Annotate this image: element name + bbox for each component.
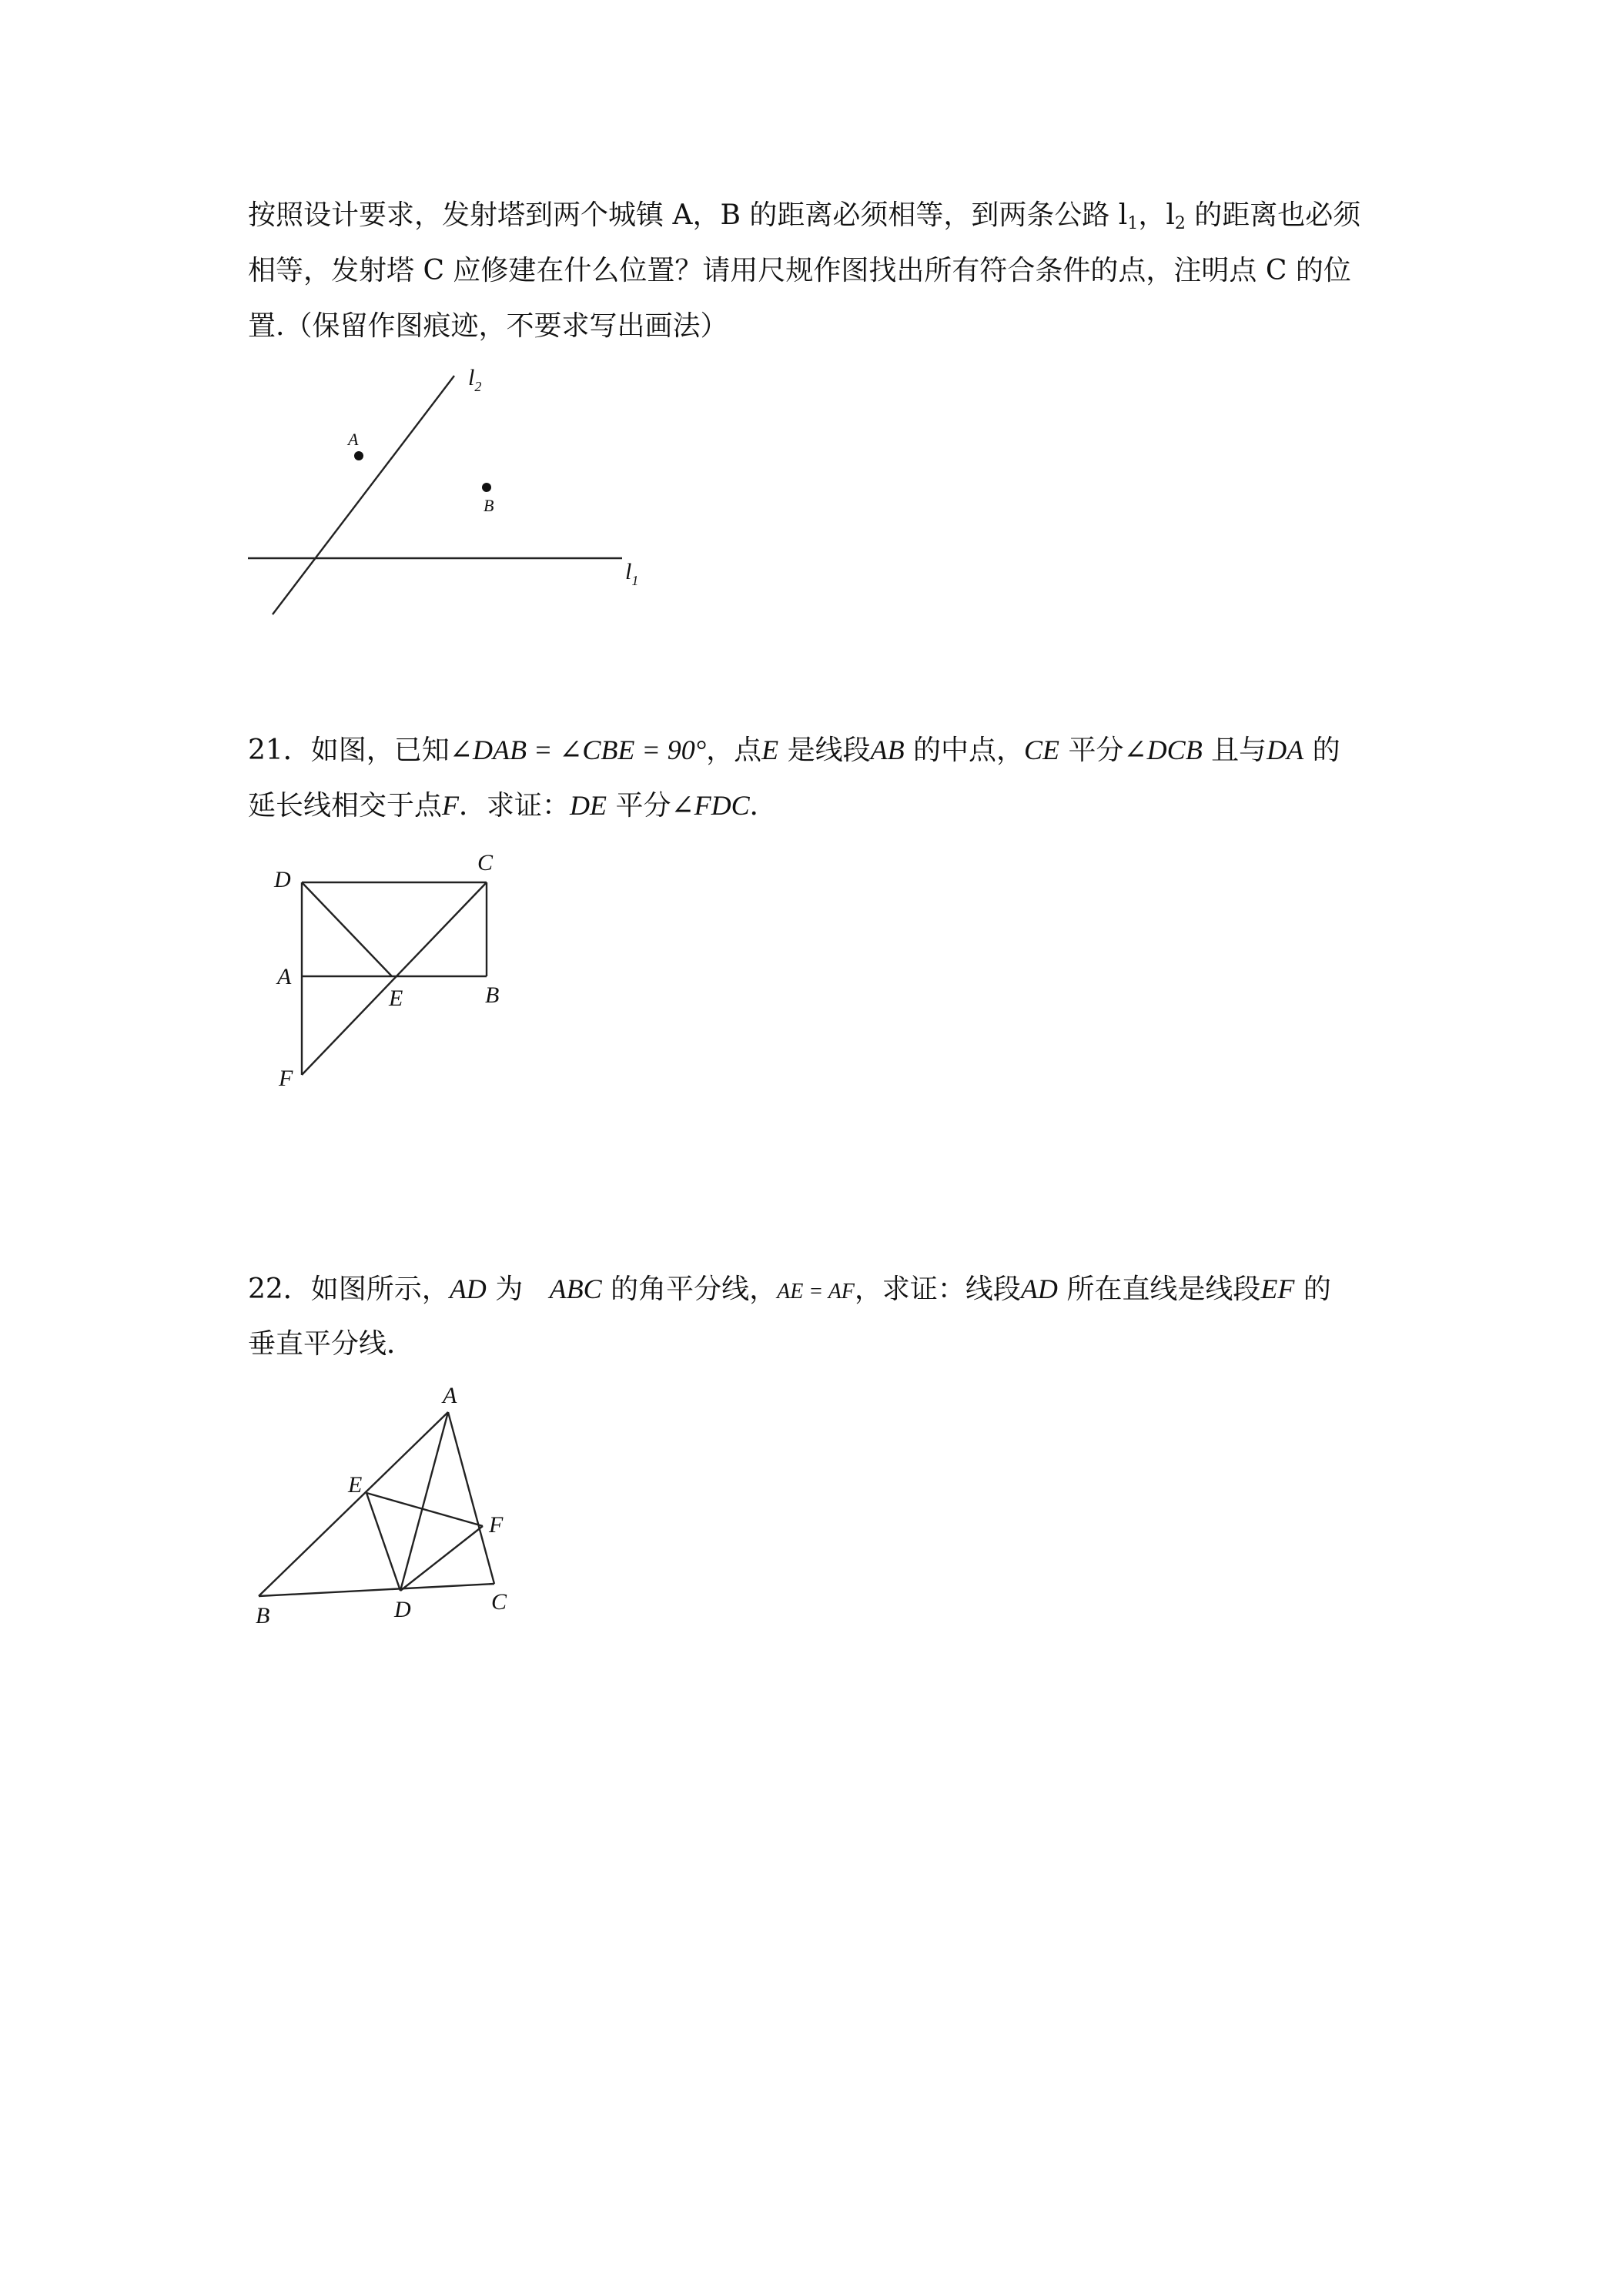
q20-text-line-1: 按照设计要求，发射塔到两个城镇 A，B 的距离必须相等，到两条公路 $l_1$，$l_2$ 的距离也必须	[248, 199, 1361, 233]
label-C: C	[491, 1589, 507, 1615]
segment-AD	[400, 1412, 448, 1591]
q21-text-line-2: 延长线相交于点F．求证：DE 平分∠FDC．	[248, 790, 778, 822]
label-A: A	[277, 964, 292, 989]
segment-FD	[400, 1526, 483, 1591]
label-A: A	[443, 1383, 457, 1408]
label-B: B	[484, 496, 494, 515]
segment-AC	[448, 1412, 494, 1584]
q22-text-line-1: 22．如图所示，AD 为 ABC 的角平分线，AE = AF，求证：线段AD 所在直线是线段EF 的	[248, 1274, 1331, 1305]
label-E: E	[389, 986, 403, 1011]
label-F: F	[489, 1512, 504, 1538]
label-F: F	[279, 1066, 293, 1091]
q20-text-line-3: 置.（保留作图痕迹，不要求写出画法）	[248, 310, 728, 342]
q22-text-line-2: 垂直平分线．	[248, 1328, 415, 1360]
q20-text-line-2: 相等，发射塔 C 应修建在什么位置？请用尺规作图找出所有符合条件的点，注明点 C 的位	[248, 255, 1351, 286]
label-D: D	[394, 1597, 411, 1622]
q21-text-line-1: 21．如图，已知∠DAB = ∠CBE = 90°，点E 是线段AB 的中点，CE 平分∠DCB 且与DA 的	[248, 735, 1340, 766]
label-B: B	[485, 982, 500, 1008]
label-l2: $l_2$	[468, 365, 482, 394]
label-C: C	[477, 850, 494, 875]
segment-AB	[259, 1412, 448, 1596]
label-D: D	[274, 867, 291, 892]
q22-figure	[0, 0, 693, 1694]
label-A: A	[348, 430, 359, 449]
label-E: E	[348, 1472, 363, 1498]
label-B: B	[256, 1603, 270, 1628]
label-l1: $l_1$	[625, 559, 639, 588]
segment-ED	[366, 1493, 400, 1591]
segment-BC	[259, 1584, 494, 1596]
